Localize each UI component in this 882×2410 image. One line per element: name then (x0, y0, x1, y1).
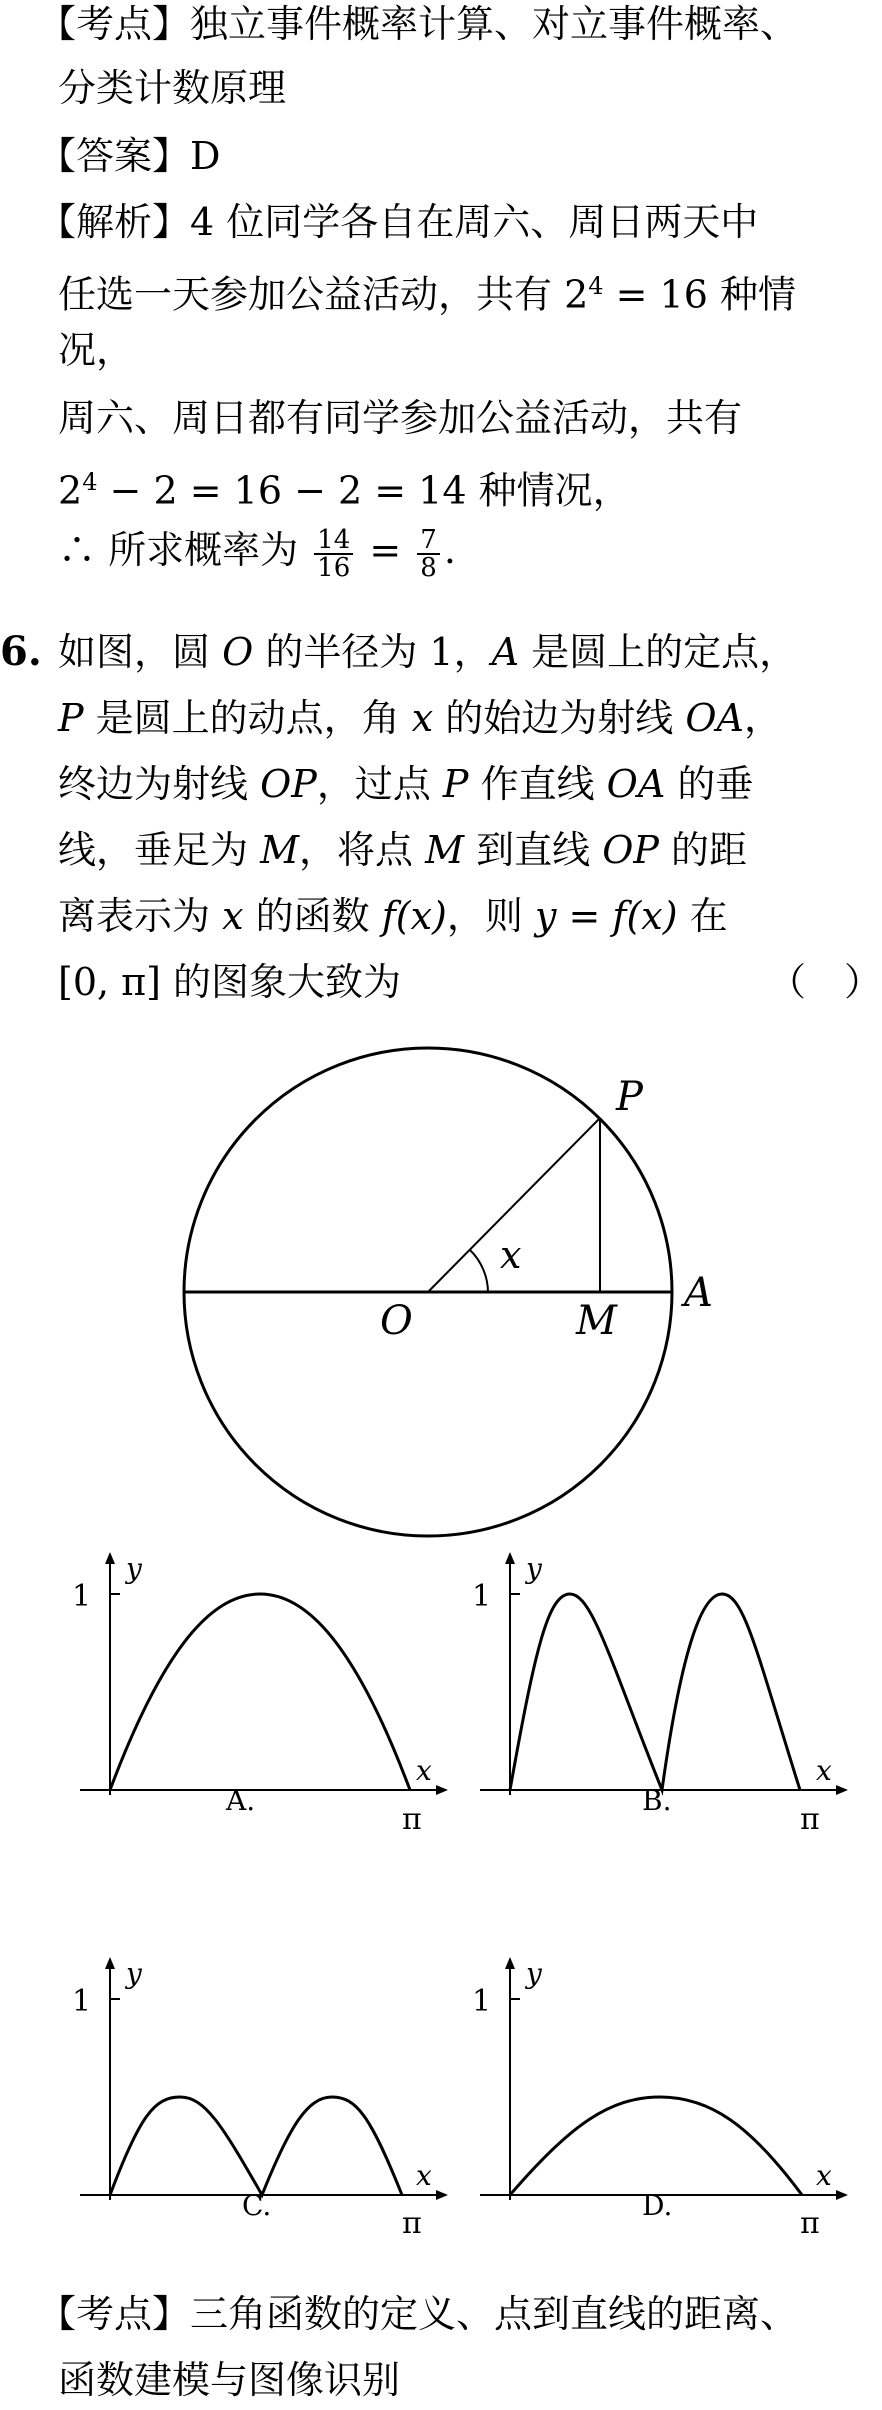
pi-label-b: π (800, 1802, 820, 1837)
option-b-graph (450, 1550, 850, 1817)
option-d-graph (450, 1955, 850, 2222)
curve-c (110, 2097, 402, 2195)
question-number: 6. (0, 628, 42, 675)
svg-text:x: x (416, 2159, 432, 2192)
svg-text:1: 1 (72, 1579, 92, 1614)
circle-figure (170, 1040, 730, 1540)
analysis-line-4: 周六、周日都有同学参加公益活动，共有 (58, 396, 743, 440)
label-a: A (684, 1270, 713, 1316)
analysis-line-6: ∴ 所求概率为 $\frac{14}{16}$ = $\frac{7}{8}$ . (58, 524, 456, 583)
question-line-2: P 是圆上的动点，角 x 的始边为射线 OA， (58, 696, 782, 740)
option-c-graph (50, 1955, 450, 2222)
analysis-line-2: 任选一天参加公益活动，共有 $2^4 = 16$ 种情 (58, 272, 796, 317)
pi-label-c: π (402, 2206, 422, 2241)
svg-text:y: y (126, 1552, 142, 1585)
curve-b (510, 1594, 800, 1790)
svg-text:x: x (416, 1754, 432, 1787)
analysis-line-1: 【解析】4 位同学各自在周六、周日两天中 (38, 200, 759, 244)
curve-d (510, 2097, 802, 2195)
svg-text:B.: B. (642, 1784, 672, 1817)
curve-a (110, 1594, 410, 1790)
question-line-6: [0, π] 的图象大致为 (58, 960, 402, 1004)
fraction-14-16: $\frac{14}{16}$ (314, 527, 353, 581)
question-line-3: 终边为射线 OP，过点 P 作直线 OA 的垂 (58, 762, 754, 806)
label-o: O (380, 1298, 413, 1344)
svg-text:D.: D. (642, 2189, 673, 2222)
answer-parentheses: （ ） (768, 960, 882, 1004)
label-p: P (616, 1074, 643, 1120)
question-line-5: 离表示为 x 的函数 f(x)，则 y = f(x) 在 (58, 894, 728, 938)
angle-arc (470, 1250, 488, 1292)
analysis-line-5: $2^4 - 2 = 16 - 2 = 14$ 种情况， (58, 468, 631, 513)
svg-text:A.: A. (226, 1784, 256, 1817)
svg-text:x: x (816, 1754, 832, 1787)
svg-text:1: 1 (72, 1984, 92, 2019)
pi-label-d: π (800, 2206, 820, 2241)
analysis-line-3: 况， (58, 328, 135, 372)
answer-line: 【答案】D (38, 134, 221, 178)
svg-text:y: y (126, 1957, 142, 1990)
option-a-graph (50, 1550, 450, 1817)
fraction-7-8: $\frac{7}{8}$ (417, 527, 440, 581)
question-line-4: 线，垂足为 M，将点 M 到直线 OP 的距 (58, 828, 748, 872)
next-kaodian-line: 【考点】三角函数的定义、点到直线的距离、 (38, 2292, 799, 2336)
label-x: x (500, 1233, 522, 1277)
svg-text:y: y (526, 1957, 542, 1990)
next-kaodian-line-2: 函数建模与图像识别 (58, 2358, 401, 2402)
svg-text:y: y (526, 1552, 542, 1585)
pi-label-a: π (402, 1802, 422, 1837)
svg-text:1: 1 (472, 1579, 492, 1614)
svg-text:1: 1 (472, 1984, 492, 2019)
svg-text:C.: C. (242, 2189, 272, 2222)
kaodian-line: 【考点】独立事件概率计算、对立事件概率、 (38, 2, 799, 46)
kaodian-line-2: 分类计数原理 (58, 66, 287, 110)
svg-text:x: x (816, 2159, 832, 2192)
question-line-1: 如图，圆 O 的半径为 1，A 是圆上的定点， (58, 630, 798, 674)
label-m: M (576, 1298, 617, 1344)
